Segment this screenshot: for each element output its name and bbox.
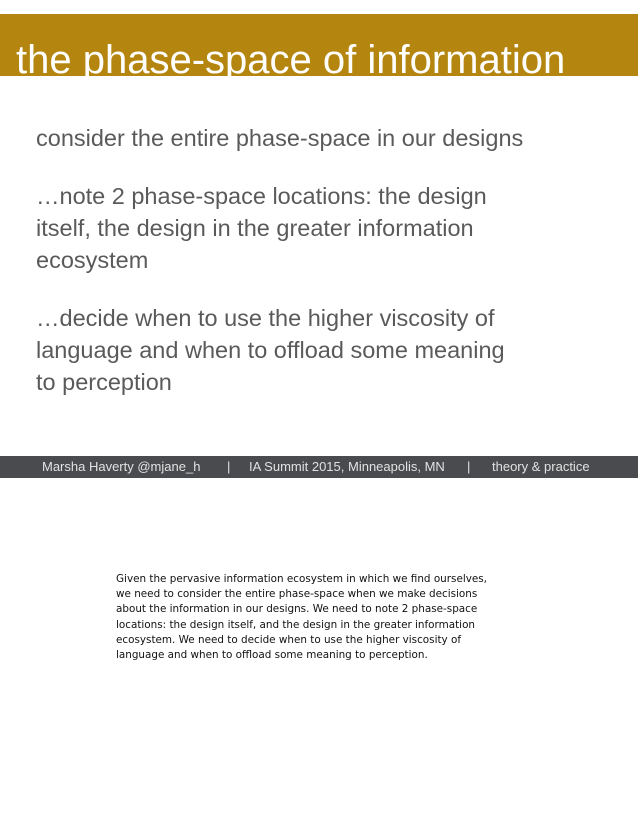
footer-author: Marsha Haverty @mjane_h [42, 459, 201, 474]
speaker-notes: Given the pervasive information ecosystem in which we find ourselves, we need to consider the entire phase-space when we make decisions about the information in our designs. We need to note 2 phase-space locations: the design itself, and the design in the greater information ecosystem. We need to decide when to use the higher viscosity of language and when to offload some meaning to perception. [116, 573, 487, 662]
footer-bar [0, 456, 638, 478]
bullet-list [36, 122, 616, 424]
bullet-item: …note 2 phase-space locations: the design itself, the design in the greater information ecosystem [36, 183, 487, 273]
footer-separator: | [467, 459, 471, 474]
bullet-item: consider the entire phase-space in our designs [36, 125, 524, 151]
footer-separator: | [227, 459, 231, 474]
bullet-item: …decide when to use the higher viscosity of language and when to offload some meaning to perception [36, 305, 505, 395]
slide-title: the phase-space of information [16, 38, 566, 82]
footer-topic: theory & practice [492, 459, 590, 474]
title-bar [0, 14, 638, 82]
footer-event: IA Summit 2015, Minneapolis, MN [249, 459, 445, 474]
